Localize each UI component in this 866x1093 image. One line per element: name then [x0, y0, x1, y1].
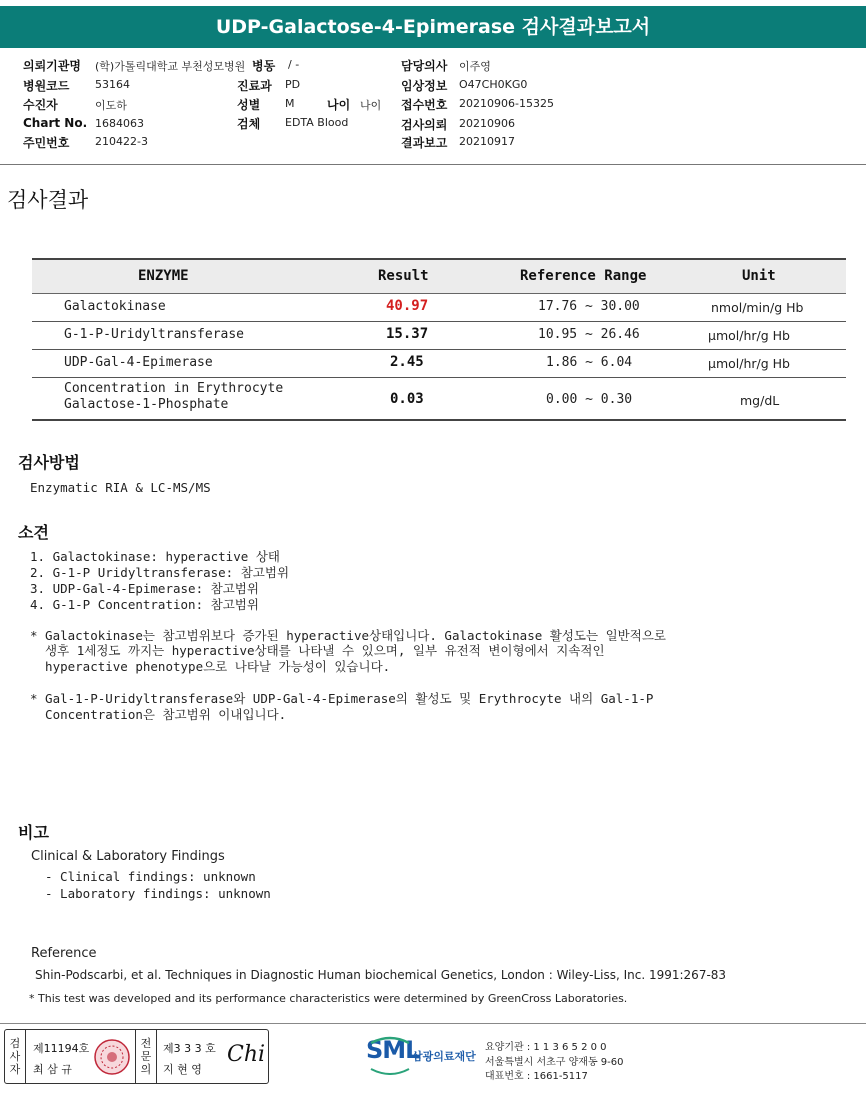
sml-logo: SML: [366, 1036, 420, 1064]
note2-line: * Gal-1-P-Uridyltransferase와 UDP-Gal-4-Epimerase의 활성도 및 Erythrocyte 내의 Gal-1-P: [30, 691, 654, 706]
official-seal-icon: [93, 1038, 131, 1076]
tester-label-char: 사: [9, 1050, 21, 1063]
dept-value: PD: [285, 78, 301, 91]
doctor-value: 이주영: [459, 60, 491, 73]
unit: μmol/hr/g Hb: [708, 328, 790, 343]
reference-label: Reference: [31, 946, 97, 961]
signature: Chi: [227, 1042, 266, 1067]
enzyme-name-line2: Galactose-1-Phosphate: [64, 397, 229, 412]
care-institution-number: 요양기관 : 1 1 3 6 5 2 0 0: [485, 1042, 607, 1053]
logo-arc-icon: [368, 1035, 412, 1075]
reference-citation: Shin-Podscarbi, et al. Techniques in Diagnostic Human biochemical Genetics, London : Wiley-Liss, Inc. 1991:267-83: [35, 968, 727, 982]
row-divider: [32, 349, 846, 350]
dept-label: 진료과: [237, 79, 272, 93]
age-value: 나이: [360, 99, 382, 112]
tester-name: 최 삼 규: [33, 1063, 72, 1076]
results-title: 검사결과: [7, 188, 89, 212]
chart-value: 1684063: [95, 117, 144, 130]
tester-label-char: 자: [9, 1063, 21, 1076]
signature-box: [4, 1029, 269, 1084]
reference-range: 10.95 ~ 26.46: [538, 327, 640, 342]
id-label: 주민번호: [23, 136, 70, 150]
request-label: 검사의뢰: [401, 118, 448, 132]
tester-label: [5, 1030, 26, 1083]
org-phone: 대표번호 : 1661-5117: [485, 1071, 588, 1082]
ward-value: / -: [288, 58, 300, 71]
findings-title: 소견: [18, 523, 49, 542]
tester-license: 제11194호: [33, 1042, 90, 1055]
ward-label: 병동: [252, 59, 276, 73]
unit: mg/dL: [740, 393, 780, 408]
note1-line: * Galactokinase는 참고범위보다 증가된 hyperactive상태입니다. Galactokinase 활성도는 일반적으로: [30, 628, 666, 643]
remarks-title: 비고: [18, 823, 49, 842]
result-value: 2.45: [390, 354, 424, 370]
specialist-license: 제3 3 3 호: [163, 1042, 216, 1055]
header-enzyme: ENZYME: [138, 268, 189, 284]
reference-range: 1.86 ~ 6.04: [546, 355, 633, 370]
table-header: [32, 258, 846, 294]
patient-value: 이도하: [95, 99, 127, 112]
hospital-code-label: 병원코드: [23, 79, 70, 93]
reference-disclaimer: * This test was developed and its performance characteristics were determined by GreenCross Laboratories.: [29, 992, 628, 1005]
reference-range: 0.00 ~ 0.30: [546, 392, 633, 407]
remarks-line: - Laboratory findings: unknown: [45, 886, 271, 901]
id-value: 210422-3: [95, 135, 148, 148]
method-text: Enzymatic RIA & LC-MS/MS: [30, 480, 211, 495]
note2-line: Concentration은 참고범위 이내입니다.: [30, 707, 287, 722]
chart-label: Chart No.: [23, 116, 88, 130]
institution-value: (학)가톨릭대학교 부천성모병원: [95, 60, 246, 73]
specimen-value: EDTA Blood: [285, 116, 349, 129]
specialist-label: [135, 1030, 157, 1083]
specialist-label-char: 전: [140, 1037, 152, 1050]
specialist-name: 지 현 영: [163, 1063, 202, 1076]
finding-item: 3. UDP-Gal-4-Epimerase: 참고범위: [30, 581, 259, 596]
age-label: 나이: [327, 98, 351, 112]
report-title: UDP-Galactose-4-Epimerase 검사결과보고서: [215, 16, 651, 38]
receipt-label: 접수번호: [401, 98, 448, 112]
clinical-value: O47CH0KG0: [459, 78, 528, 91]
note1-line: hyperactive phenotype으로 나타날 가능성이 있습니다.: [30, 659, 391, 674]
remarks-line: - Clinical findings: unknown: [45, 869, 256, 884]
info-divider: [0, 164, 866, 165]
row-divider: [32, 377, 846, 378]
enzyme-name: UDP-Gal-4-Epimerase: [64, 355, 213, 370]
receipt-value: 20210906-15325: [459, 97, 554, 110]
result-value: 40.97: [386, 298, 429, 314]
remarks-subtitle: Clinical & Laboratory Findings: [31, 849, 225, 864]
unit: μmol/hr/g Hb: [708, 356, 790, 371]
request-value: 20210906: [459, 117, 515, 130]
doctor-label: 담당의사: [401, 59, 448, 73]
header-reference-range: Reference Range: [520, 268, 647, 284]
header-result: Result: [378, 268, 429, 284]
specialist-label-char: 의: [140, 1063, 152, 1076]
result-value: 15.37: [386, 326, 429, 342]
unit: nmol/min/g Hb: [711, 300, 804, 315]
org-name: 삼광의료재단: [412, 1050, 476, 1063]
patient-label: 수진자: [23, 98, 58, 112]
note1-line: 생후 1세정도 까지는 hyperactive상태를 나타낼 수 있으며, 일부 유전적 변이형에서 지속적인: [30, 643, 605, 658]
finding-item: 4. G-1-P Concentration: 참고범위: [30, 597, 259, 612]
specimen-label: 검체: [237, 117, 261, 131]
specialist-label-char: 문: [140, 1050, 152, 1063]
method-title: 검사방법: [18, 453, 80, 472]
sex-label: 성별: [237, 98, 261, 112]
finding-item: 1. Galactokinase: hyperactive 상태: [30, 549, 280, 564]
institution-label: 의뢰기관명: [23, 59, 81, 73]
org-address: 서울특별시 서초구 양재동 9-60: [485, 1057, 624, 1068]
clinical-label: 임상정보: [401, 79, 448, 93]
report-date-value: 20210917: [459, 135, 515, 148]
row-divider: [32, 321, 846, 322]
header-unit: Unit: [742, 268, 776, 284]
footer-divider: [0, 1023, 866, 1024]
enzyme-name: Galactokinase: [64, 299, 166, 314]
report-date-label: 결과보고: [401, 136, 448, 150]
hospital-code-value: 53164: [95, 78, 130, 91]
result-value: 0.03: [390, 391, 424, 407]
finding-item: 2. G-1-P Uridyltransferase: 참고범위: [30, 565, 290, 580]
enzyme-name: G-1-P-Uridyltransferase: [64, 327, 245, 342]
enzyme-name-line1: Concentration in Erythrocyte: [64, 381, 284, 396]
tester-label-char: 검: [9, 1037, 21, 1050]
table-bottom-border: [32, 419, 846, 421]
sex-value: M: [285, 97, 295, 110]
reference-range: 17.76 ~ 30.00: [538, 299, 640, 314]
